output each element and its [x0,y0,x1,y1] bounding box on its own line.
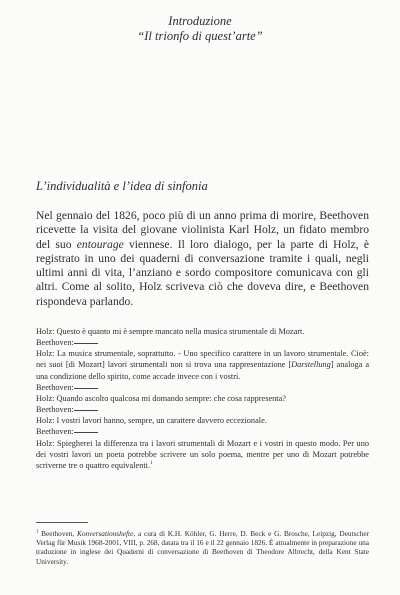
dialogue-line [36,326,369,337]
footnote-text-b: , a cura di K.H. Köhler, G. Herre, D. Beck e G. Brosche, Leipzig, Deutscher Verlag für Musik 1968-2001, VIII, p. 268, datata tra il 16 e il 22 gennaio 1826. È attualmente in preparazione una traduzione in inglese dei Quaderni di conversazione di Beethoven di Theodore Albrecht, della Kent State University. [36,529,369,566]
holz-line-2a: Holz: La musica strumentale, soprattutto. - Uno specifico carattere in un lavoro strumentale. Cioè: nei suoi [di Mozart] lavori strumentali non si trova una rappresentazione [ [36,349,369,370]
holz-line-2b: ] analoga a una condizione dello spirito, come accade invece con i vostri. [36,360,369,381]
dialogue-line [36,337,369,348]
header-title: “Il trionfo di quest’arte” [137,29,263,43]
intro-paragraph [36,209,369,309]
dialogue-line [36,426,369,437]
dialogue-line [36,348,369,381]
footnote-rule [36,522,88,523]
beethoven-label: Beethoven: [36,382,74,392]
beethoven-label: Beethoven: [36,338,74,348]
holz-line-4: Holz: I vostri lavori hanno, sempre, un carattere davvero eccezionale. [36,416,267,426]
footnote-number: 1 [36,529,39,535]
intro-text-2: viennese. Il loro dialogo, per la parte di Holz, è registrato in uno dei quaderni di conversazione tramite i quali, negli ultimi anni di vita, l’anziano e sordo compositore comunicava con gli altri. Come al solito, Holz scriveva ciò che doveva dire, e Beethoven rispondeva parlando. [36,237,369,308]
beethoven-label: Beethoven: [36,405,74,415]
beethoven-label: Beethoven: [36,427,74,437]
response-blank [74,343,98,344]
holz-line-5: Holz: Spiegherei la differenza tra i lavori strumentali di Mozart e i vostri in questo modo. Per uno dei vostri lavori un poeta potrebbe scrivere un solo poema, mentre per uno di Mozart potrebbe scriverne tre o quattro equivalenti. [36,438,369,470]
dialogue-line [36,393,369,404]
intro-text-1: Nel gennaio del 1826, poco più di un anno prima di morire, Beethoven ricevette la visita del giovane violinista Karl Holz, un fidato membro del suo [36,209,369,251]
dialogue-block [36,326,369,471]
dialogue-line [36,404,369,415]
footnote [36,529,369,566]
response-blank [74,432,98,433]
footnote-italic-title: Konversationshefte [76,529,134,538]
dialogue-line [36,438,369,471]
section-title: L’individualità e l’idea di sinfonia [36,179,208,193]
footnote-text-a: Beethoven, [38,529,77,538]
response-blank [74,388,98,389]
header-chapter: Introduzione [168,14,232,28]
holz-line-1: Holz: Questo è quanto mi è sempre mancato nella musica strumentale di Mozart. [36,327,305,336]
intro-italic-entourage: entourage [76,237,124,251]
dialogue-line [36,382,369,393]
footnote-marker[interactable]: 1 [150,460,153,467]
response-blank [74,410,98,411]
holz-line-3: Holz: Quando ascolto qualcosa mi domando sempre: che cosa rappresenta? [36,393,286,403]
dialogue-line [36,415,369,426]
holz-line-2-italic: Darstellung [291,360,331,370]
running-header [0,14,400,44]
